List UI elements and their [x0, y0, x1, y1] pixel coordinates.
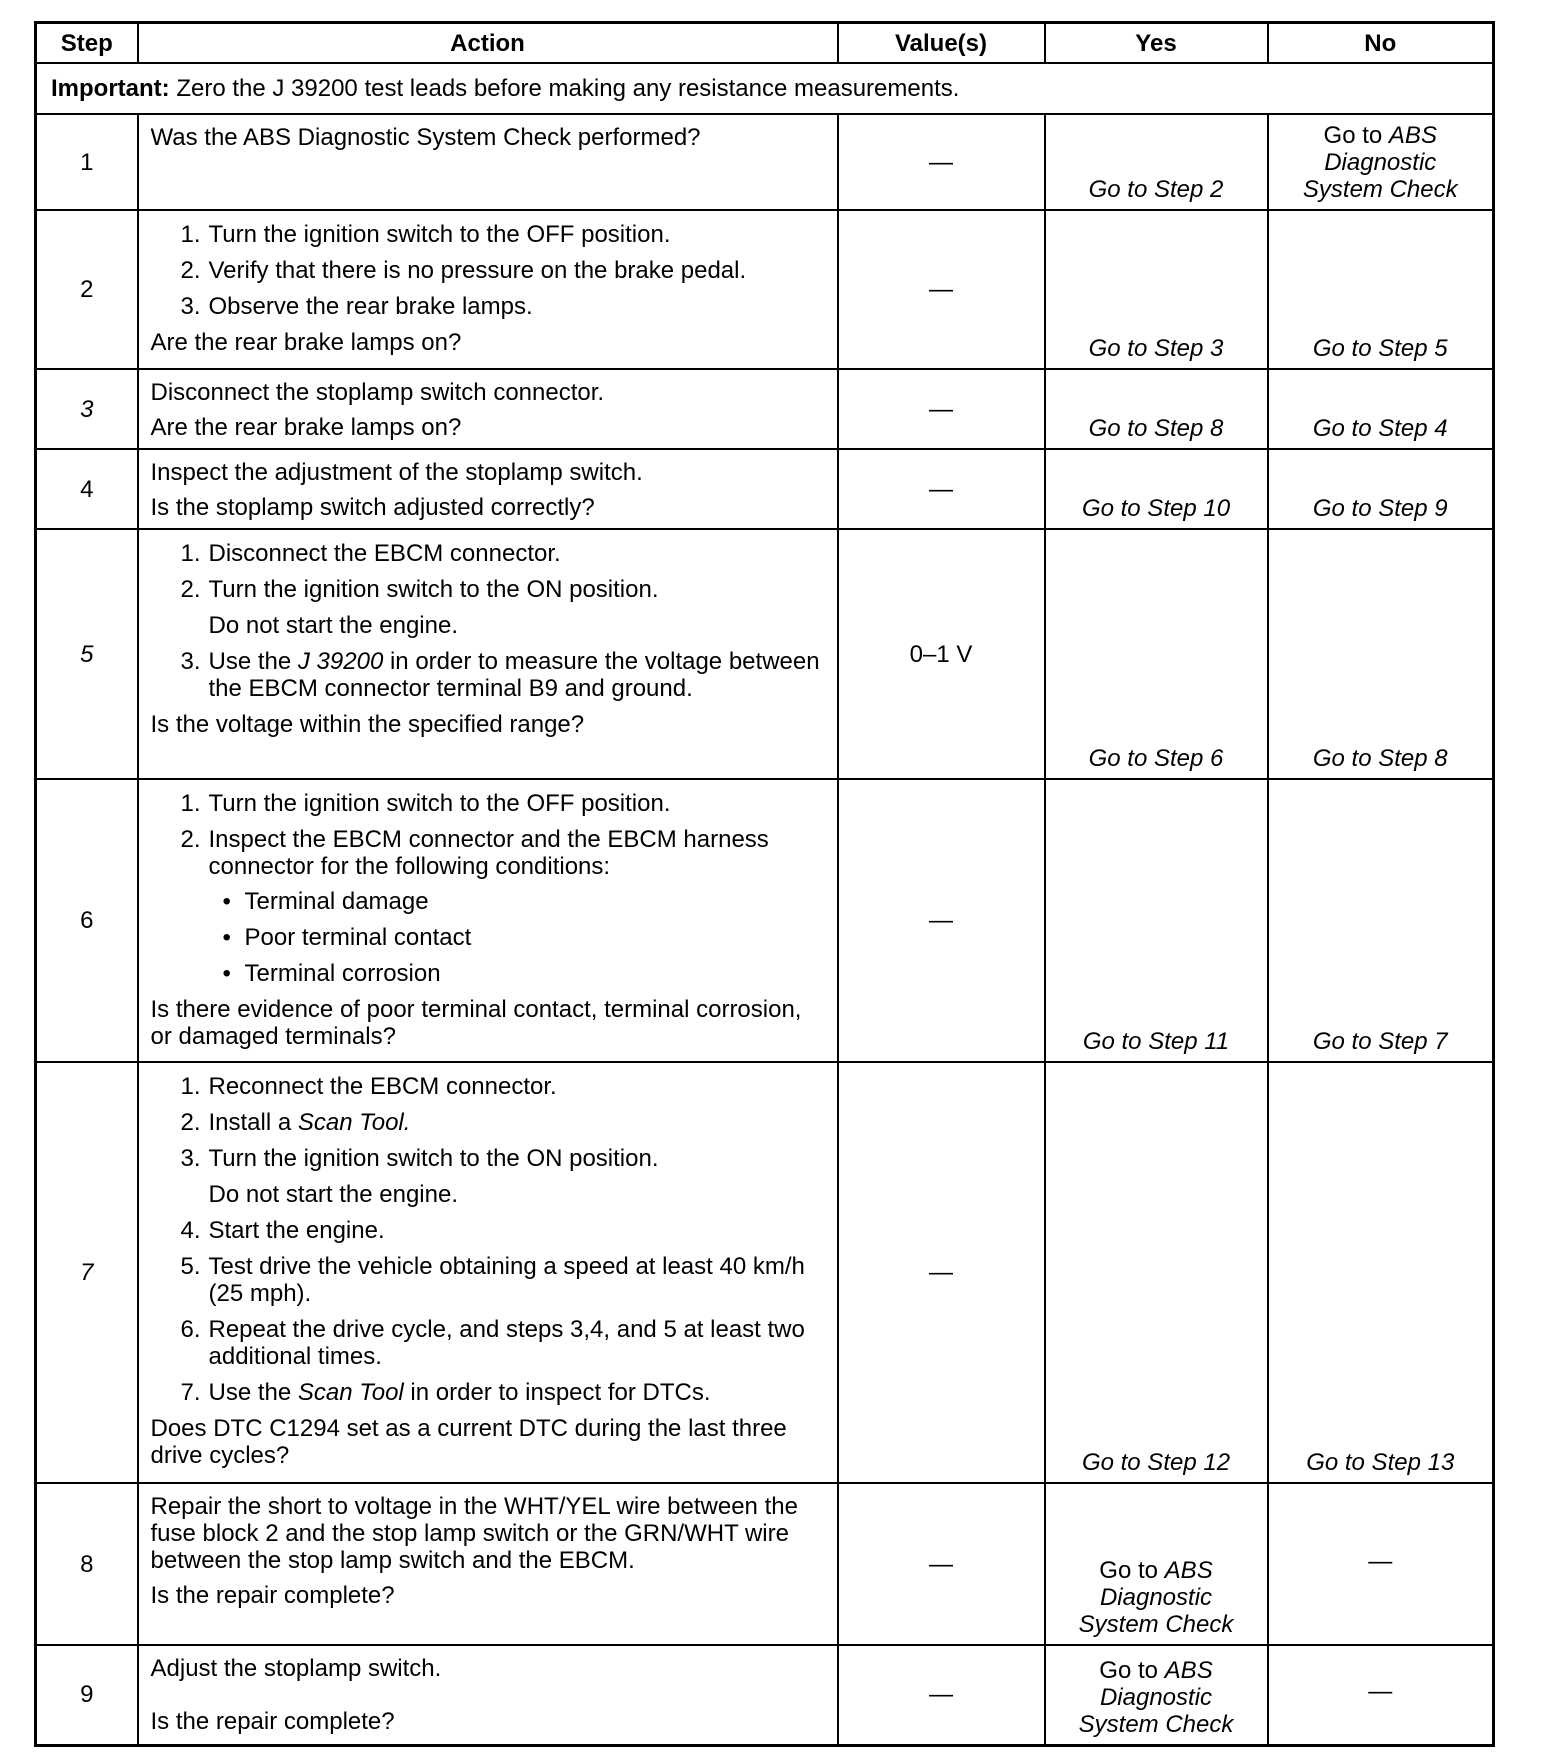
yes-cell [1045, 1645, 1268, 1745]
list-item: 3. Observe the rear brake lamps. [180, 293, 533, 320]
list-item: • Terminal damage [209, 888, 827, 915]
list-item-text: Verify that there is no pressure on the brake pedal. [208, 257, 747, 284]
list-item: 1. Reconnect the EBCM connector. [180, 1073, 557, 1100]
action-question: Does DTC C1294 set as a current DTC during the last three drive cycles? [150, 1415, 787, 1469]
list-item-text: Use the [208, 1379, 298, 1406]
value-cell: 0–1 V [838, 529, 1045, 779]
header-values: Value(s) [838, 23, 1045, 64]
list-item-text: Turn the ignition switch to the OFF position. [208, 790, 671, 817]
yes-cell: Go to Step 2 [1045, 114, 1268, 210]
list-item-text: Turn the ignition switch to the ON position. [208, 576, 659, 603]
list-item: 3. Turn the ignition switch to the ON position. Do not start the engine. [151, 1145, 827, 1208]
value-cell: — [838, 210, 1045, 369]
table-row [36, 529, 1494, 779]
go-to-text: Go to [1099, 1656, 1165, 1684]
yes-cell: Go to Step 12 [1045, 1062, 1268, 1483]
list-item-text: Test drive the vehicle obtaining a speed at least 40 km/h (25 mph). [208, 1253, 805, 1307]
value-cell: — [838, 1483, 1045, 1645]
header-action: Action [138, 23, 838, 64]
action-cell [138, 529, 838, 779]
tool-name: Scan Tool [297, 1379, 404, 1406]
list-item: 2. Inspect the EBCM connector and the EBCM harness connector for the following conditions: • Terminal damage • Poor terminal contact • Terminal corrosion [151, 826, 827, 987]
action-text: Adjust the stoplamp switch. [150, 1655, 442, 1682]
important-note [36, 63, 1494, 114]
list-item-text: Repeat the drive cycle, and steps 3,4, and 5 at least two additional times. [208, 1316, 805, 1370]
list-item-text: Use the [208, 648, 298, 675]
action-text: Inspect the adjustment of the stoplamp switch. [150, 459, 643, 486]
list-item: 5. Test drive the vehicle obtaining a speed at least 40 km/h (25 mph). [180, 1253, 805, 1307]
no-cell: Go to Step 5 [1268, 210, 1494, 369]
action-text: Repair the short to voltage in the WHT/YEL wire between the fuse block 2 and the stop lamp switch or the GRN/WHT wire between the stop lamp switch and the EBCM. [150, 1493, 798, 1574]
header-no: No [1268, 23, 1494, 64]
list-item: 3. Use the J 39200 in order to measure the voltage between the EBCM connector terminal B9 and ground. [180, 648, 820, 702]
table-row [36, 1062, 1494, 1483]
list-item-text: in order to inspect for DTCs. [403, 1379, 711, 1406]
list-item-text: Start the engine. [208, 1217, 385, 1244]
table-row [36, 1645, 1494, 1745]
action-cell [138, 449, 838, 529]
diagnostic-text: Diagnostic [1099, 1683, 1213, 1711]
action-cell [138, 1483, 838, 1645]
header-step: Step [36, 23, 138, 64]
dash-value: — [1368, 1547, 1393, 1575]
action-cell [138, 779, 838, 1062]
step-number: 6 [36, 779, 138, 1062]
step-number: 8 [36, 1483, 138, 1645]
list-item-text: Inspect the EBCM connector and the EBCM harness connector for the following conditions: [208, 826, 769, 880]
list-item: 2. Install a Scan Tool. [180, 1109, 411, 1136]
action-question: Is the repair complete? [150, 1708, 395, 1735]
action-cell [138, 1062, 838, 1483]
list-item: • Poor terminal contact [209, 924, 827, 951]
value-cell: — [838, 114, 1045, 210]
step-number: 9 [36, 1645, 138, 1745]
value-cell: — [838, 369, 1045, 449]
list-item-text: Observe the rear brake lamps. [208, 293, 533, 320]
step-number: 2 [36, 210, 138, 369]
no-cell: Go to Step 4 [1268, 369, 1494, 449]
table-row [36, 449, 1494, 529]
yes-cell: Go to Step 11 [1045, 779, 1268, 1062]
no-cell [1268, 1645, 1494, 1745]
system-check-text: System Check [1078, 1611, 1234, 1638]
step-number: 3 [36, 369, 138, 449]
step-number: 1 [36, 114, 138, 210]
table-row [36, 210, 1494, 369]
list-item-text: in order to measure the voltage between the EBCM connector terminal B9 and ground. [208, 648, 820, 702]
list-item-subtext: Do not start the engine. [208, 612, 458, 639]
list-item: 1. Disconnect the EBCM connector. [180, 540, 561, 567]
tool-name: J 39200 [297, 648, 384, 675]
yes-cell: Go to Step 6 [1045, 529, 1268, 779]
action-question: Was the ABS Diagnostic System Check performed? [150, 124, 701, 151]
no-cell: Go to Step 7 [1268, 779, 1494, 1062]
yes-cell: Go to Step 8 [1045, 369, 1268, 449]
step-number: 4 [36, 449, 138, 529]
yes-cell [1045, 1483, 1268, 1645]
list-item: 6. Repeat the drive cycle, and steps 3,4, and 5 at least two additional times. [180, 1316, 805, 1370]
list-item: 1. Turn the ignition switch to the OFF position. [180, 221, 671, 248]
system-check-text: System Check [1302, 176, 1458, 203]
go-to-text: Go to [1323, 122, 1389, 149]
no-cell: Go to Step 8 [1268, 529, 1494, 779]
yes-cell: Go to Step 10 [1045, 449, 1268, 529]
dash-value: — [1368, 1678, 1393, 1706]
diagnostic-text: Diagnostic [1099, 1584, 1213, 1611]
list-item: 1. Turn the ignition switch to the OFF position. [180, 790, 671, 817]
action-question: Is the voltage within the specified range? [150, 711, 585, 738]
list-item: • Terminal corrosion [209, 960, 827, 987]
note-text: Zero the J 39200 test leads before making any resistance measurements. [169, 75, 960, 102]
table-row [36, 1483, 1494, 1645]
list-item-subtext: Do not start the engine. [208, 1181, 458, 1208]
important-note-row [36, 63, 1494, 114]
no-cell: Go to Step 9 [1268, 449, 1494, 529]
action-list [151, 790, 827, 987]
header-yes: Yes [1045, 23, 1268, 64]
list-item: 4. Start the engine. [180, 1217, 385, 1244]
action-list [151, 221, 827, 320]
abs-text: ABS [1164, 1656, 1213, 1684]
yes-cell: Go to Step 3 [1045, 210, 1268, 369]
table-row [36, 114, 1494, 210]
table-row [36, 779, 1494, 1062]
action-cell [138, 369, 838, 449]
diagnostic-text: Diagnostic [1324, 149, 1437, 176]
list-item: 7. Use the Scan Tool in order to inspect for DTCs. [180, 1379, 711, 1406]
list-item-text: Disconnect the EBCM connector. [208, 540, 561, 567]
table-row [36, 369, 1494, 449]
action-question: Is the stoplamp switch adjusted correctly? [150, 494, 595, 521]
list-item: 2. Verify that there is no pressure on the brake pedal. [180, 257, 747, 284]
action-question: Are the rear brake lamps on? [150, 414, 462, 441]
action-question: Is the repair complete? [150, 1582, 395, 1609]
value-cell: — [838, 1062, 1045, 1483]
abs-text: ABS [1388, 122, 1437, 149]
step-number: 5 [36, 529, 138, 779]
action-list [151, 540, 827, 702]
step-number: 7 [36, 1062, 138, 1483]
action-question: Is there evidence of poor terminal contact, terminal corrosion, or damaged terminals? [150, 996, 802, 1050]
value-cell: — [838, 779, 1045, 1062]
action-cell [138, 114, 838, 210]
table-header-row [36, 23, 1494, 64]
action-list [151, 1073, 827, 1406]
list-item-text: Turn the ignition switch to the ON position. [208, 1145, 659, 1172]
no-cell [1268, 114, 1494, 210]
abs-text: ABS [1164, 1557, 1213, 1584]
value-cell: — [838, 449, 1045, 529]
value-cell: — [838, 1645, 1045, 1745]
go-to-text: Go to [1099, 1557, 1165, 1584]
action-cell [138, 210, 838, 369]
action-text: Disconnect the stoplamp switch connector. [150, 379, 605, 406]
list-item-text: Install a [208, 1109, 298, 1136]
note-label: Important: [51, 75, 170, 102]
condition-list [209, 888, 827, 987]
action-question: Are the rear brake lamps on? [150, 329, 462, 356]
list-item-text: Turn the ignition switch to the OFF position. [208, 221, 671, 248]
action-cell [138, 1645, 838, 1745]
diagnostic-table [34, 21, 1495, 1747]
list-item-text: Reconnect the EBCM connector. [208, 1073, 557, 1100]
tool-name: Scan Tool. [297, 1109, 411, 1136]
no-cell [1268, 1483, 1494, 1645]
system-check-text: System Check [1078, 1710, 1234, 1738]
no-cell: Go to Step 13 [1268, 1062, 1494, 1483]
list-item: 2. Turn the ignition switch to the ON position. Do not start the engine. [151, 576, 827, 639]
